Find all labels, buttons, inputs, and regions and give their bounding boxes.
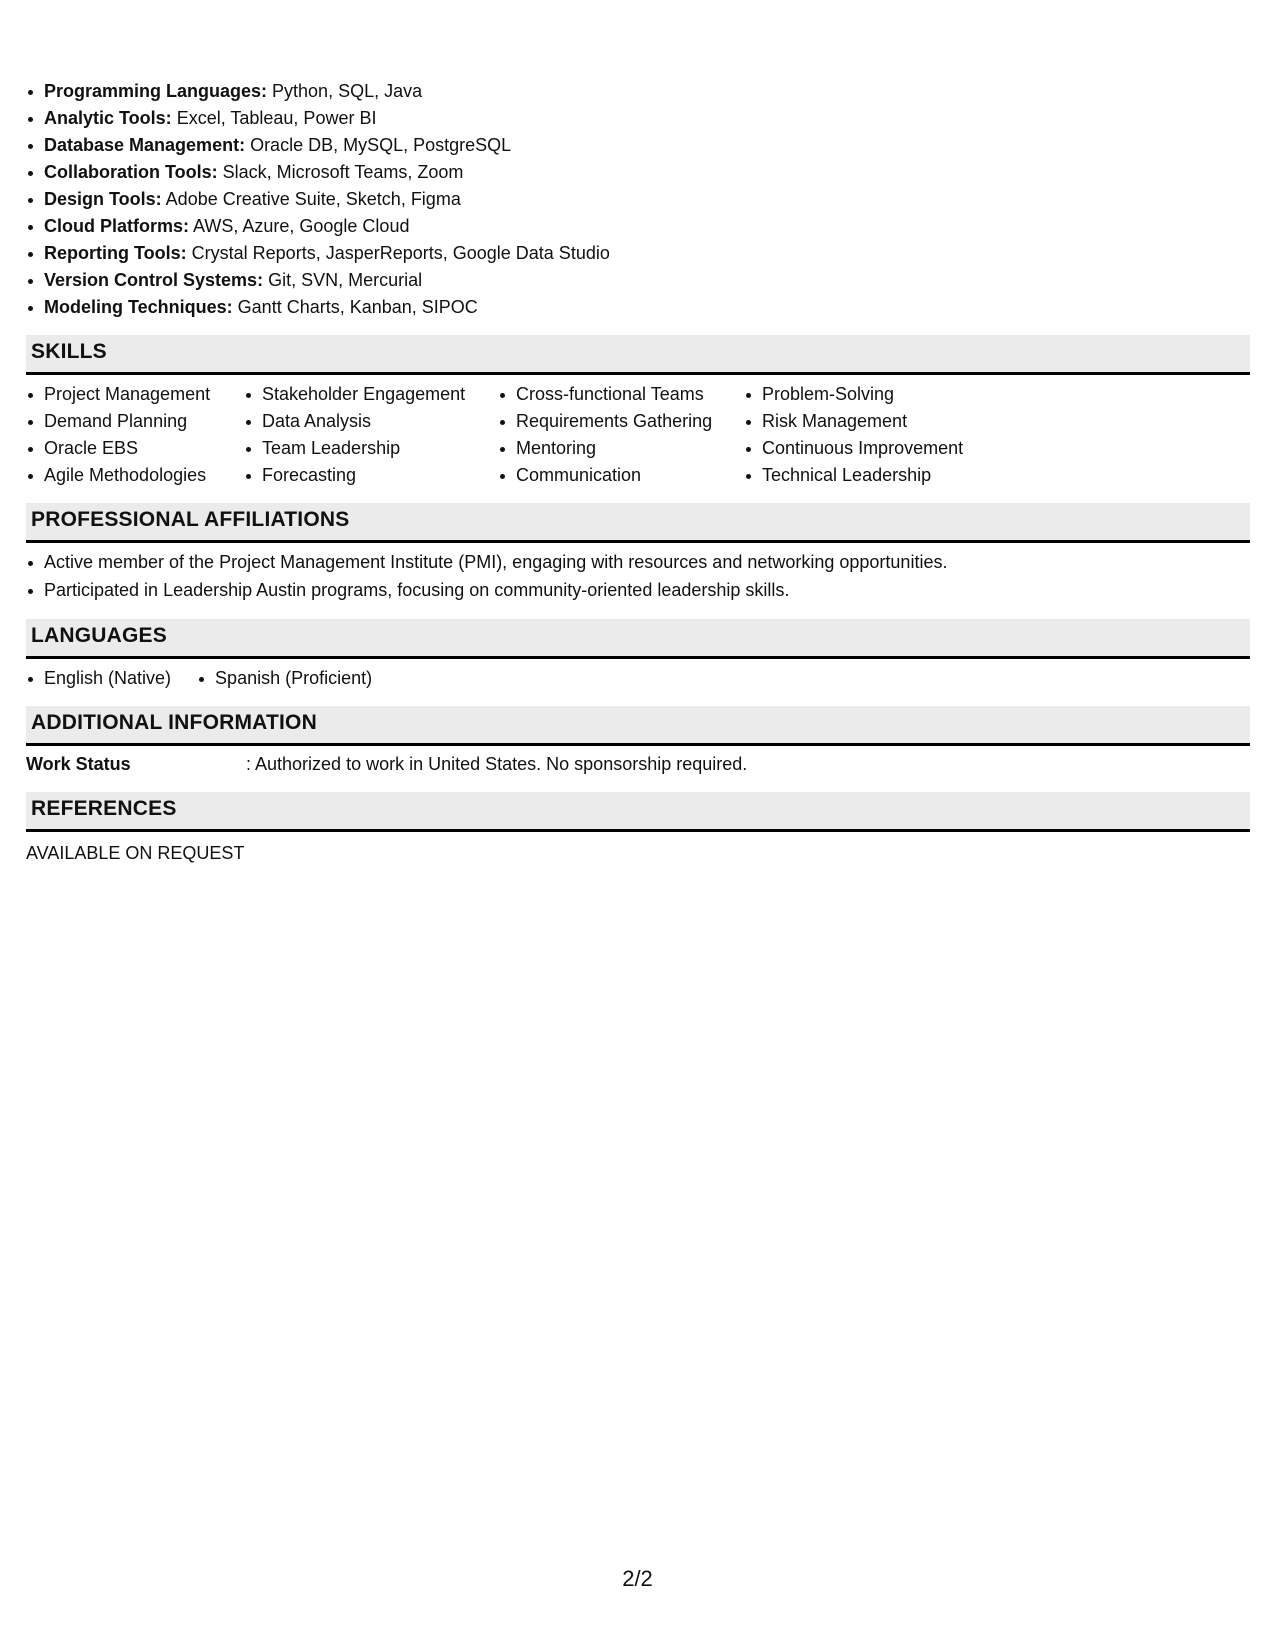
references-text: AVAILABLE ON REQUEST xyxy=(26,843,245,863)
tool-category-label: Programming Languages: xyxy=(44,81,268,101)
affiliation-item: Active member of the Project Management Institute (PMI), engaging with resources and networking opportunities. xyxy=(26,549,1250,577)
skills-column xyxy=(244,381,498,489)
list-item xyxy=(26,213,1250,240)
section-title: ADDITIONAL INFORMATION xyxy=(31,711,317,734)
list-item xyxy=(26,186,1250,213)
work-status-row xyxy=(26,751,1250,778)
page-number: 2/2 xyxy=(622,1566,653,1591)
section-title: PROFESSIONAL AFFILIATIONS xyxy=(31,508,350,531)
tool-values: Crystal Reports, JasperReports, Google Data Studio xyxy=(186,243,610,263)
tool-values: Oracle DB, MySQL, PostgreSQL xyxy=(245,135,512,155)
language-item: English (Native) xyxy=(26,665,171,692)
list-item xyxy=(26,132,1250,159)
technical-tools-list xyxy=(26,78,1250,321)
skills-column xyxy=(26,381,244,489)
resume-page xyxy=(26,78,1250,867)
tool-category-label: Database Management: xyxy=(44,135,246,155)
list-item xyxy=(26,240,1250,267)
tool-values: AWS, Azure, Google Cloud xyxy=(189,216,410,236)
list-item xyxy=(26,159,1250,186)
skill-item: Requirements Gathering xyxy=(498,408,744,435)
affiliation-item: Participated in Leadership Austin programs, focusing on community-oriented leadership skills. xyxy=(26,577,1250,605)
skill-item: Stakeholder Engagement xyxy=(244,381,498,408)
tool-values: Adobe Creative Suite, Sketch, Figma xyxy=(161,189,461,209)
tool-category-label: Cloud Platforms: xyxy=(44,216,190,236)
tool-category-label: Modeling Techniques: xyxy=(44,297,233,317)
skill-item: Mentoring xyxy=(498,435,744,462)
languages-list xyxy=(26,665,1250,692)
affiliations-list xyxy=(26,549,1250,605)
skill-item: Oracle EBS xyxy=(26,435,244,462)
skill-item: Team Leadership xyxy=(244,435,498,462)
affiliations-section-heading xyxy=(26,503,1250,543)
tool-values: Python, SQL, Java xyxy=(267,81,423,101)
section-title: SKILLS xyxy=(31,340,107,363)
additional-info-section-heading xyxy=(26,706,1250,746)
skill-item: Problem-Solving xyxy=(744,381,1044,408)
tool-category-label: Version Control Systems: xyxy=(44,270,264,290)
tool-values: Excel, Tableau, Power BI xyxy=(171,108,377,128)
work-status-value: : Authorized to work in United States. No sponsorship required. xyxy=(246,754,748,774)
tool-values: Gantt Charts, Kanban, SIPOC xyxy=(232,297,478,317)
tool-values: Slack, Microsoft Teams, Zoom xyxy=(217,162,464,182)
references-section-heading xyxy=(26,792,1250,832)
skill-item: Data Analysis xyxy=(244,408,498,435)
skill-item: Communication xyxy=(498,462,744,489)
list-item xyxy=(26,105,1250,132)
tool-category-label: Collaboration Tools: xyxy=(44,162,218,182)
skill-item: Risk Management xyxy=(744,408,1044,435)
skills-grid xyxy=(26,381,1250,489)
skill-item: Cross-functional Teams xyxy=(498,381,744,408)
section-title: REFERENCES xyxy=(31,797,177,820)
skills-column xyxy=(744,381,1044,489)
tool-category-label: Reporting Tools: xyxy=(44,243,187,263)
skills-section-heading xyxy=(26,335,1250,375)
skill-item: Technical Leadership xyxy=(744,462,1044,489)
tool-values: Git, SVN, Mercurial xyxy=(263,270,423,290)
skill-item: Continuous Improvement xyxy=(744,435,1044,462)
list-item xyxy=(26,78,1250,105)
list-item xyxy=(26,294,1250,321)
skill-item: Project Management xyxy=(26,381,244,408)
work-status-label: Work Status xyxy=(26,754,131,774)
skill-item: Agile Methodologies xyxy=(26,462,244,489)
tool-category-label: Design Tools: xyxy=(44,189,162,209)
section-title: LANGUAGES xyxy=(31,624,167,647)
language-item: Spanish (Proficient) xyxy=(197,665,372,692)
languages-section-heading xyxy=(26,619,1250,659)
tool-category-label: Analytic Tools: xyxy=(44,108,172,128)
list-item xyxy=(26,267,1250,294)
skill-item: Forecasting xyxy=(244,462,498,489)
skills-column xyxy=(498,381,744,489)
skill-item: Demand Planning xyxy=(26,408,244,435)
